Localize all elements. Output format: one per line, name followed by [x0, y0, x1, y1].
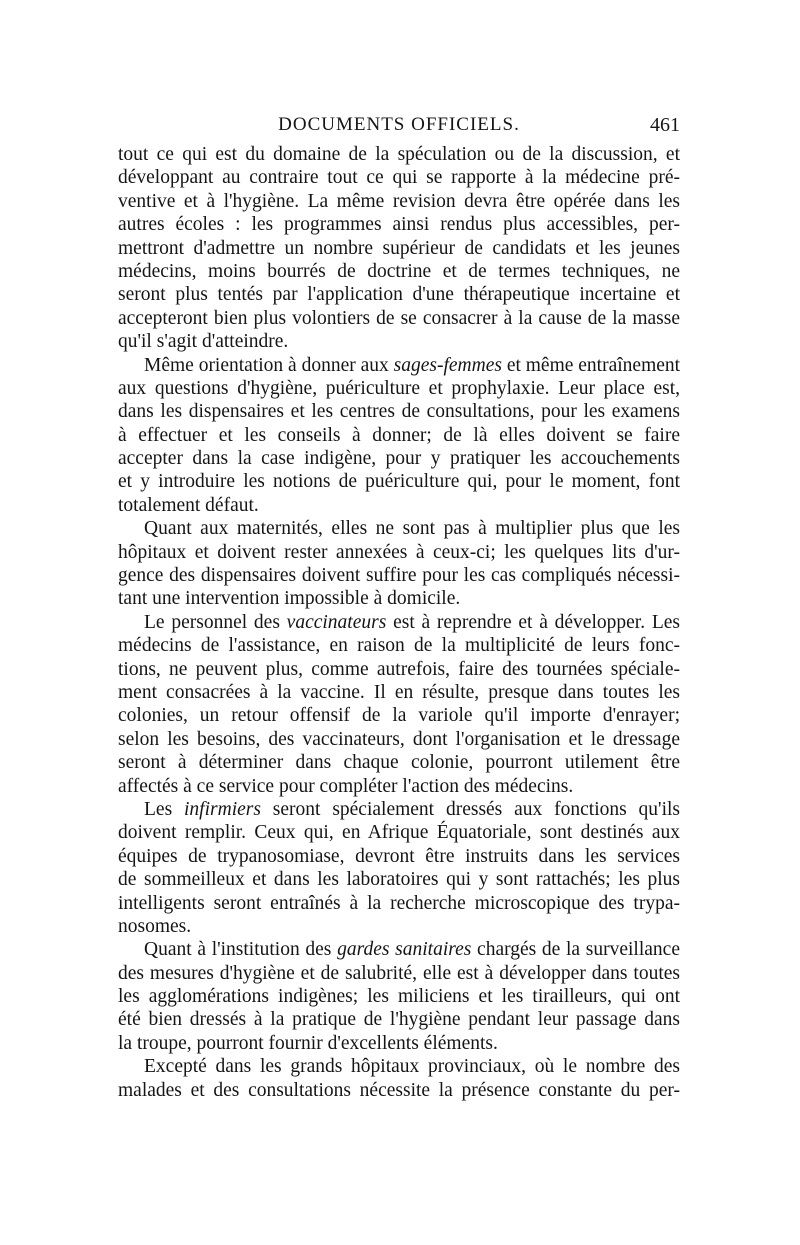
text-line: selon les besoins, des vaccinateurs, dont l'organisation et le dressage	[118, 728, 680, 750]
italic-term: vaccinateurs	[286, 611, 387, 633]
text-line: colonies, un retour offensif de la variole qu'il importe d'enrayer;	[118, 705, 680, 727]
text-line: ment consacrées à la vaccine. Il en résulte, presque dans toutes les	[118, 681, 680, 703]
text-line: doivent remplir. Ceux qui, en Afrique Équatoriale, sont destinés aux	[118, 822, 680, 844]
text-line: Le personnel des vaccinateurs est à reprendre et à développer. Les	[144, 611, 680, 633]
text-line: intelligents seront entraînés à la recherche microscopique des trypa-	[118, 892, 680, 914]
text-line: médecins, moins bourrés de doctrine et de termes techniques, ne	[118, 260, 680, 282]
text-line: Même orientation à donner aux sages-femmes et même entraînement	[144, 354, 681, 376]
paragraph	[118, 354, 680, 518]
text-line: équipes de trypanosomiase, devront être instruits dans les services	[118, 845, 680, 867]
text-line: et y introduire les notions de puériculture qui, pour le moment, font	[118, 471, 680, 493]
text-line: Quant à l'institution des gardes sanitaires chargés de la surveillance	[144, 939, 680, 961]
text-line: aux questions d'hygiène, puériculture et prophylaxie. Leur place est,	[118, 377, 680, 399]
italic-term: infirmiers	[184, 798, 261, 820]
text-line: à effectuer et les conseils à donner; de là elles doivent se faire	[118, 424, 680, 446]
paragraph	[118, 798, 680, 938]
text-line: gence des dispensaires doivent suffire pour les cas compliqués nécessi-	[118, 565, 680, 587]
page-number: 461	[650, 114, 680, 136]
italic-term: sages-femmes	[393, 354, 502, 376]
text-line: Excepté dans les grands hôpitaux provinciaux, où le nombre des	[144, 1056, 680, 1078]
text-line: mettront d'admettre un nombre supérieur de candidats et les jeunes	[118, 237, 680, 259]
text-line: totalement défaut.	[118, 494, 259, 516]
text-line: qu'il s'agit d'atteindre.	[118, 331, 289, 353]
text-line: la troupe, pourront fournir d'excellents éléments.	[118, 1032, 498, 1054]
italic-term: gardes sanitaires	[337, 939, 472, 961]
text-line: dans les dispensaires et les centres de consultations, pour les examens	[118, 401, 680, 423]
text-line: seront à déterminer dans chaque colonie, pourront utilement être	[118, 752, 680, 774]
text-line: médecins de l'assistance, en raison de la multiplicité de leurs fonc-	[118, 635, 680, 657]
text-line: Les infirmiers seront spécialement dressés aux fonctions qu'ils	[144, 798, 680, 820]
text-line: été bien dressés à la pratique de l'hygiène pendant leur passage dans	[118, 1009, 680, 1031]
text-line: affectés à ce service pour compléter l'action des médecins.	[118, 775, 574, 797]
text-line: hôpitaux et doivent rester annexées à ceux-ci; les quelques lits d'ur-	[118, 541, 680, 563]
paragraph	[118, 611, 680, 798]
paragraph	[118, 1055, 680, 1102]
text-line: de sommeilleux et dans les laboratoires qui y sont rattachés; les plus	[118, 869, 680, 891]
text-line: tant une intervention impossible à domicile.	[118, 588, 461, 610]
paragraph	[118, 517, 680, 611]
text-line: tout ce qui est du domaine de la spéculation ou de la discussion, et	[118, 144, 680, 165]
text-line: accepteront bien plus volontiers de se consacrer à la cause de la masse	[118, 307, 680, 329]
text-line: accepter dans la case indigène, pour y pratiquer les accouchements	[118, 448, 680, 470]
running-title: DOCUMENTS OFFICIELS.	[278, 114, 520, 135]
text-line: tions, ne peuvent plus, comme autrefois, faire des tournées spéciale-	[118, 658, 680, 680]
text-line: nosomes.	[118, 915, 192, 937]
text-line: des mesures d'hygiène et de salubrité, elle est à développer dans toutes	[118, 962, 680, 984]
text-line: les agglomérations indigènes; les miliciens et les tirailleurs, qui ont	[118, 986, 680, 1008]
body-text	[118, 143, 680, 1102]
text-line: Quant aux maternités, elles ne sont pas à multiplier plus que les	[144, 518, 680, 540]
text-line: malades et des consultations nécessite la présence constante du per-	[118, 1079, 680, 1101]
text-line: ventive et à l'hygiène. La même revision devra être opérée dans les	[118, 190, 680, 212]
paragraph	[118, 143, 680, 354]
text-line: développant au contraire tout ce qui se rapporte à la médecine pré-	[118, 167, 680, 189]
text-line: seront plus tentés par l'application d'une thérapeutique incertaine et	[118, 284, 680, 306]
paragraph	[118, 938, 680, 1055]
text-line: autres écoles : les programmes ainsi rendus plus accessibles, per-	[118, 214, 680, 236]
running-head	[118, 114, 680, 138]
